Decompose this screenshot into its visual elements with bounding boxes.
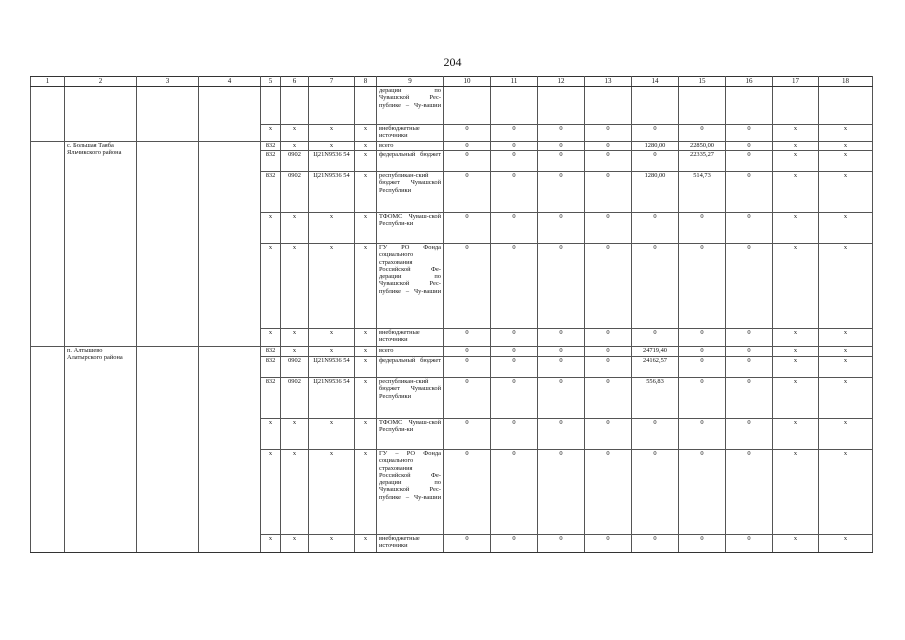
column-header: 11 bbox=[491, 77, 538, 87]
ministry-code bbox=[261, 87, 281, 125]
value-col16: 0 bbox=[726, 378, 773, 419]
value-col18: x bbox=[819, 419, 873, 450]
value-col14: 0 bbox=[632, 151, 679, 172]
target-article-code: x bbox=[309, 535, 355, 553]
value-col12: 0 bbox=[538, 213, 585, 244]
value-col18: x bbox=[819, 450, 873, 535]
value-col14 bbox=[632, 87, 679, 125]
column-header: 5 bbox=[261, 77, 281, 87]
target-article-code: Ц21N9536 54 bbox=[309, 172, 355, 213]
ministry-code: 832 bbox=[261, 172, 281, 213]
value-col14: 0 bbox=[632, 419, 679, 450]
value-col17 bbox=[773, 87, 819, 125]
col1-cell bbox=[31, 87, 65, 142]
section-code: x bbox=[281, 329, 309, 347]
page-number: 204 bbox=[443, 55, 462, 69]
value-col17: x bbox=[773, 244, 819, 329]
col1-cell bbox=[31, 142, 65, 347]
expense-type-code: x bbox=[355, 125, 377, 142]
value-col15: 0 bbox=[679, 244, 726, 329]
value-col16: 0 bbox=[726, 357, 773, 378]
col3-cell bbox=[137, 142, 199, 347]
expense-type-code: x bbox=[355, 419, 377, 450]
value-col14: 0 bbox=[632, 213, 679, 244]
col3-cell bbox=[137, 347, 199, 553]
value-col12 bbox=[538, 87, 585, 125]
value-col16: 0 bbox=[726, 535, 773, 553]
expense-type-code: x bbox=[355, 347, 377, 357]
value-col10: 0 bbox=[444, 535, 491, 553]
target-article-code: Ц21N9536 54 bbox=[309, 357, 355, 378]
value-col17: x bbox=[773, 450, 819, 535]
value-col10: 0 bbox=[444, 357, 491, 378]
value-col17: x bbox=[773, 419, 819, 450]
value-col14: 24162,57 bbox=[632, 357, 679, 378]
ministry-code: 832 bbox=[261, 357, 281, 378]
value-col12: 0 bbox=[538, 151, 585, 172]
value-col17: x bbox=[773, 357, 819, 378]
ministry-code: x bbox=[261, 535, 281, 553]
column-header: 17 bbox=[773, 77, 819, 87]
column-header: 8 bbox=[355, 77, 377, 87]
section-code: x bbox=[281, 419, 309, 450]
value-col11: 0 bbox=[491, 357, 538, 378]
value-col15: 0 bbox=[679, 329, 726, 347]
ministry-code: x bbox=[261, 213, 281, 244]
value-col11: 0 bbox=[491, 151, 538, 172]
value-col11: 0 bbox=[491, 535, 538, 553]
value-col15: 0 bbox=[679, 213, 726, 244]
value-col14: 0 bbox=[632, 125, 679, 142]
value-col15: 0 bbox=[679, 125, 726, 142]
funding-source: ГУ РО Фонда социального страхования Российской Фе-дерации по Чувашской Рес-публике – Чу-вашии bbox=[377, 244, 444, 329]
value-col10: 0 bbox=[444, 450, 491, 535]
funding-source: внебюджетные источники bbox=[377, 535, 444, 553]
expense-type-code: x bbox=[355, 142, 377, 151]
column-header: 13 bbox=[585, 77, 632, 87]
value-col12: 0 bbox=[538, 419, 585, 450]
value-col14: 556,83 bbox=[632, 378, 679, 419]
value-col18 bbox=[819, 87, 873, 125]
value-col11: 0 bbox=[491, 213, 538, 244]
column-header: 16 bbox=[726, 77, 773, 87]
value-col12: 0 bbox=[538, 125, 585, 142]
value-col16: 0 bbox=[726, 172, 773, 213]
section-code: x bbox=[281, 213, 309, 244]
value-col15: 22335,27 bbox=[679, 151, 726, 172]
funding-source: ТФОМС Чуваш-ской Республи-ки bbox=[377, 213, 444, 244]
expense-type-code: x bbox=[355, 213, 377, 244]
value-col18: x bbox=[819, 125, 873, 142]
column-header: 9 bbox=[377, 77, 444, 87]
ministry-code: x bbox=[261, 450, 281, 535]
value-col10: 0 bbox=[444, 329, 491, 347]
value-col14: 0 bbox=[632, 450, 679, 535]
ministry-code: 832 bbox=[261, 347, 281, 357]
value-col13: 0 bbox=[585, 347, 632, 357]
value-col13: 0 bbox=[585, 378, 632, 419]
value-col14: 0 bbox=[632, 535, 679, 553]
value-col10: 0 bbox=[444, 419, 491, 450]
value-col18: x bbox=[819, 142, 873, 151]
value-col18: x bbox=[819, 151, 873, 172]
value-col13: 0 bbox=[585, 151, 632, 172]
value-col16: 0 bbox=[726, 244, 773, 329]
value-col12: 0 bbox=[538, 244, 585, 329]
target-article-code: x bbox=[309, 450, 355, 535]
column-header: 4 bbox=[199, 77, 261, 87]
value-col12: 0 bbox=[538, 357, 585, 378]
funding-source: всего bbox=[377, 347, 444, 357]
funding-source: ГУ – РО Фонда социального страхования Российской Фе-дерации по Чувашской Рес-публике – Чу-вашии bbox=[377, 450, 444, 535]
value-col15: 0 bbox=[679, 378, 726, 419]
column-number-header-row bbox=[31, 77, 873, 87]
funding-source: всего bbox=[377, 142, 444, 151]
value-col18: x bbox=[819, 172, 873, 213]
value-col15: 514,73 bbox=[679, 172, 726, 213]
ministry-code: x bbox=[261, 419, 281, 450]
column-header: 3 bbox=[137, 77, 199, 87]
target-article-code: x bbox=[309, 347, 355, 357]
section-code: 0902 bbox=[281, 172, 309, 213]
value-col15: 22850,00 bbox=[679, 142, 726, 151]
column-header: 14 bbox=[632, 77, 679, 87]
value-col18: x bbox=[819, 357, 873, 378]
value-col14: 0 bbox=[632, 329, 679, 347]
ministry-code: 832 bbox=[261, 151, 281, 172]
value-col12: 0 bbox=[538, 142, 585, 151]
value-col15: 0 bbox=[679, 357, 726, 378]
value-col11: 0 bbox=[491, 347, 538, 357]
col4-cell bbox=[199, 142, 261, 347]
column-header: 15 bbox=[679, 77, 726, 87]
value-col13: 0 bbox=[585, 329, 632, 347]
funding-source: федеральный бюджет bbox=[377, 357, 444, 378]
value-col15: 0 bbox=[679, 347, 726, 357]
target-article-code: x bbox=[309, 125, 355, 142]
value-col13: 0 bbox=[585, 213, 632, 244]
value-col17: x bbox=[773, 142, 819, 151]
value-col16 bbox=[726, 87, 773, 125]
funding-source: ТФОМС Чуваш-ской Республи-ки bbox=[377, 419, 444, 450]
value-col11: 0 bbox=[491, 125, 538, 142]
value-col11 bbox=[491, 87, 538, 125]
value-col16: 0 bbox=[726, 329, 773, 347]
column-header: 7 bbox=[309, 77, 355, 87]
section-code bbox=[281, 87, 309, 125]
value-col12: 0 bbox=[538, 347, 585, 357]
expense-type-code: x bbox=[355, 244, 377, 329]
value-col11: 0 bbox=[491, 329, 538, 347]
target-article-code: Ц21N9536 54 bbox=[309, 151, 355, 172]
expense-type-code: x bbox=[355, 378, 377, 419]
ministry-code: x bbox=[261, 125, 281, 142]
value-col14: 24719,40 bbox=[632, 347, 679, 357]
value-col12: 0 bbox=[538, 378, 585, 419]
ministry-code: x bbox=[261, 329, 281, 347]
value-col17: x bbox=[773, 172, 819, 213]
col4-cell bbox=[199, 347, 261, 553]
value-col11: 0 bbox=[491, 419, 538, 450]
value-col13: 0 bbox=[585, 419, 632, 450]
value-col13: 0 bbox=[585, 244, 632, 329]
value-col10: 0 bbox=[444, 378, 491, 419]
table-row bbox=[31, 347, 873, 357]
value-col16: 0 bbox=[726, 213, 773, 244]
column-header: 2 bbox=[65, 77, 137, 87]
value-col13: 0 bbox=[585, 535, 632, 553]
column-header: 6 bbox=[281, 77, 309, 87]
section-code: x bbox=[281, 142, 309, 151]
value-col18: x bbox=[819, 378, 873, 419]
table-row bbox=[31, 142, 873, 151]
ministry-code: 832 bbox=[261, 142, 281, 151]
expense-type-code: x bbox=[355, 535, 377, 553]
value-col11: 0 bbox=[491, 244, 538, 329]
value-col10: 0 bbox=[444, 142, 491, 151]
section-code: x bbox=[281, 125, 309, 142]
value-col13 bbox=[585, 87, 632, 125]
value-col10 bbox=[444, 87, 491, 125]
target-article-code: Ц21N9536 54 bbox=[309, 378, 355, 419]
value-col17: x bbox=[773, 151, 819, 172]
value-col15: 0 bbox=[679, 450, 726, 535]
value-col11: 0 bbox=[491, 378, 538, 419]
value-col16: 0 bbox=[726, 125, 773, 142]
expense-type-code: x bbox=[355, 172, 377, 213]
expense-type-code bbox=[355, 87, 377, 125]
value-col16: 0 bbox=[726, 419, 773, 450]
funding-source: внебюджетные источники bbox=[377, 329, 444, 347]
value-col10: 0 bbox=[444, 125, 491, 142]
value-col14: 1280,00 bbox=[632, 172, 679, 213]
value-col13: 0 bbox=[585, 142, 632, 151]
target-article-code: x bbox=[309, 419, 355, 450]
value-col18: x bbox=[819, 535, 873, 553]
section-code: x bbox=[281, 535, 309, 553]
section-code: x bbox=[281, 347, 309, 357]
value-col10: 0 bbox=[444, 151, 491, 172]
expense-type-code: x bbox=[355, 357, 377, 378]
settlement-name: п. Алтышево Алатырского района bbox=[65, 347, 137, 553]
col1-cell bbox=[31, 347, 65, 553]
section-code: 0902 bbox=[281, 357, 309, 378]
value-col16: 0 bbox=[726, 151, 773, 172]
value-col10: 0 bbox=[444, 172, 491, 213]
expense-type-code: x bbox=[355, 151, 377, 172]
target-article-code bbox=[309, 87, 355, 125]
value-col12: 0 bbox=[538, 535, 585, 553]
value-col17: x bbox=[773, 378, 819, 419]
expense-type-code: x bbox=[355, 450, 377, 535]
value-col14: 1280,00 bbox=[632, 142, 679, 151]
col3-cell bbox=[137, 87, 199, 142]
value-col12: 0 bbox=[538, 450, 585, 535]
target-article-code: x bbox=[309, 244, 355, 329]
col4-cell bbox=[199, 87, 261, 142]
target-article-code: x bbox=[309, 213, 355, 244]
table-row bbox=[31, 87, 873, 125]
value-col17: x bbox=[773, 213, 819, 244]
section-code: x bbox=[281, 450, 309, 535]
column-header: 10 bbox=[444, 77, 491, 87]
section-code: 0902 bbox=[281, 378, 309, 419]
ministry-code: 832 bbox=[261, 378, 281, 419]
value-col15: 0 bbox=[679, 419, 726, 450]
settlement-name bbox=[65, 87, 137, 142]
target-article-code: x bbox=[309, 142, 355, 151]
budget-table bbox=[30, 76, 873, 553]
value-col13: 0 bbox=[585, 450, 632, 535]
section-code: x bbox=[281, 244, 309, 329]
value-col16: 0 bbox=[726, 347, 773, 357]
value-col10: 0 bbox=[444, 244, 491, 329]
value-col16: 0 bbox=[726, 142, 773, 151]
funding-source: дерации по Чувашской Рес-публике – Чу-вашии bbox=[377, 87, 444, 125]
expense-type-code: x bbox=[355, 329, 377, 347]
value-col11: 0 bbox=[491, 450, 538, 535]
value-col18: x bbox=[819, 347, 873, 357]
value-col17: x bbox=[773, 329, 819, 347]
value-col17: x bbox=[773, 535, 819, 553]
value-col10: 0 bbox=[444, 213, 491, 244]
value-col15 bbox=[679, 87, 726, 125]
value-col10: 0 bbox=[444, 347, 491, 357]
value-col15: 0 bbox=[679, 535, 726, 553]
value-col13: 0 bbox=[585, 125, 632, 142]
value-col17: x bbox=[773, 125, 819, 142]
value-col18: x bbox=[819, 213, 873, 244]
column-header: 1 bbox=[31, 77, 65, 87]
column-header: 12 bbox=[538, 77, 585, 87]
value-col12: 0 bbox=[538, 172, 585, 213]
value-col11: 0 bbox=[491, 142, 538, 151]
funding-source: республикан-ский бюджет Чувашской Республики bbox=[377, 172, 444, 213]
value-col17: x bbox=[773, 347, 819, 357]
column-header: 18 bbox=[819, 77, 873, 87]
ministry-code: x bbox=[261, 244, 281, 329]
value-col18: x bbox=[819, 244, 873, 329]
funding-source: внебюджетные источники bbox=[377, 125, 444, 142]
value-col16: 0 bbox=[726, 450, 773, 535]
value-col11: 0 bbox=[491, 172, 538, 213]
funding-source: республикан-ский бюджет Чувашской Республики bbox=[377, 378, 444, 419]
value-col12: 0 bbox=[538, 329, 585, 347]
value-col18: x bbox=[819, 329, 873, 347]
target-article-code: x bbox=[309, 329, 355, 347]
value-col13: 0 bbox=[585, 357, 632, 378]
section-code: 0902 bbox=[281, 151, 309, 172]
settlement-name: с. Большая Таяба Яльчикского района bbox=[65, 142, 137, 347]
value-col14: 0 bbox=[632, 244, 679, 329]
funding-source: федеральный бюджет bbox=[377, 151, 444, 172]
value-col13: 0 bbox=[585, 172, 632, 213]
